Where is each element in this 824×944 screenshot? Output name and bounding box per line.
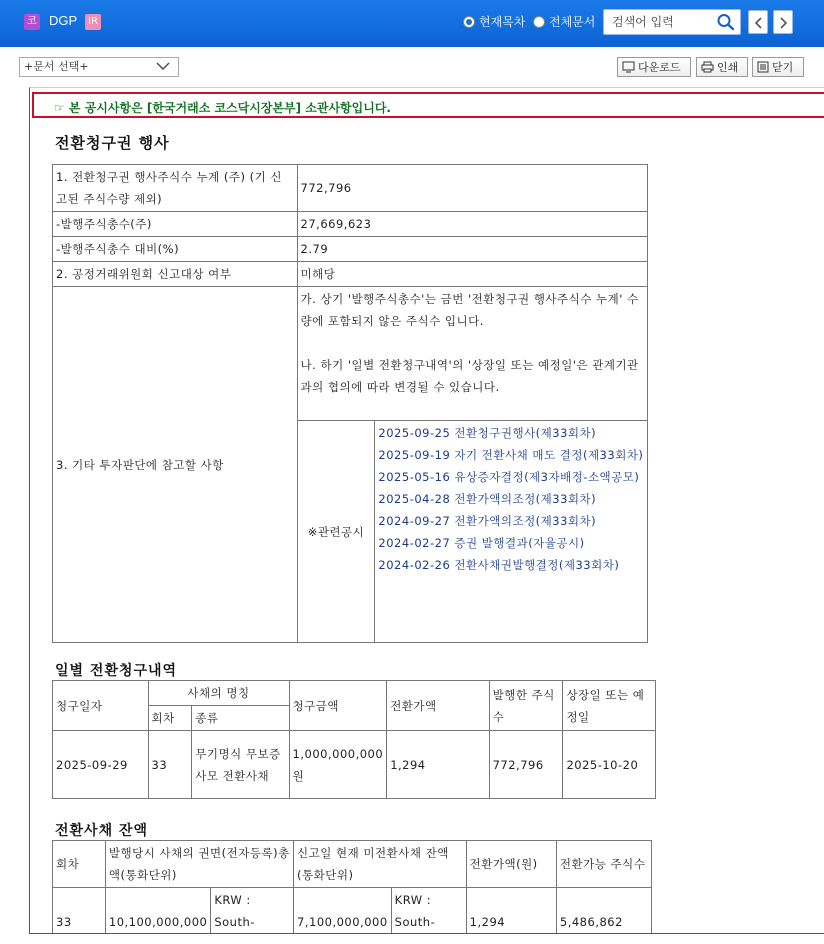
chevron-down-icon	[156, 61, 170, 71]
printer-icon	[701, 61, 714, 73]
daily-claims-table	[52, 680, 656, 799]
download-button[interactable]	[617, 57, 691, 77]
row-value: 2.79	[297, 237, 647, 262]
conversion-table	[52, 164, 648, 643]
col-header-shares: 발행한 주식수	[489, 681, 563, 731]
chevron-right-icon	[779, 17, 788, 29]
related-disclosure-label: ※관련공시	[297, 421, 375, 643]
row-value: 미해당	[297, 262, 647, 287]
cell-remain-currency: KRW : South-	[391, 888, 466, 935]
kosdaq-logo-icon: 코	[24, 14, 40, 30]
table-row	[53, 165, 648, 212]
col-header-price: 전환가액	[387, 681, 489, 731]
spacer	[301, 332, 644, 354]
col-header-face: 발행당시 사채의 권면(전자등록)총액(통화단위)	[105, 841, 293, 888]
row-value: 27,669,623	[297, 212, 647, 237]
col-header-remain: 신고일 현재 미전환사채 잔액 (통화단위)	[294, 841, 467, 888]
search-icon[interactable]	[716, 13, 736, 31]
app-brand: DGP	[49, 13, 78, 28]
related-link[interactable]: 2024-02-26 전환사채권발행결정(제33회차)	[378, 558, 620, 572]
related-link[interactable]: 2024-09-27 전환가액의조정(제33회차)	[378, 514, 597, 528]
search-box	[603, 9, 741, 35]
radio-all-label: 전체문서	[549, 15, 596, 29]
cell-amount: 1,000,000,000원	[289, 731, 387, 799]
download-label: 다운로드	[638, 61, 681, 74]
jurisdiction-notice: ☞ 본 공시사항은 [한국거래소 코스닥시장본부] 소관사항입니다.	[32, 92, 824, 118]
radio-all-docs[interactable]	[533, 13, 595, 30]
cell-face: 10,100,000,000	[105, 888, 210, 935]
radio-selected-icon[interactable]	[463, 16, 475, 28]
table-row	[53, 731, 656, 799]
cell-shares: 5,486,862	[556, 888, 651, 935]
chevron-left-icon	[754, 17, 763, 29]
col-header-kind: 종류	[192, 706, 289, 731]
etc-note-b: 나. 하기 '일별 전환청구내역'의 '상장일 또는 예정일'은 관계기관과의 협의에 따라 변경될 수 있습니다.	[300, 358, 639, 394]
table-row	[53, 237, 648, 262]
table-row	[53, 888, 652, 935]
related-link[interactable]: 2025-09-25 전환청구권행사(제33회차)	[378, 426, 597, 440]
cell-price: 1,294	[387, 731, 489, 799]
col-header-listing: 상장일 또는 예정일	[563, 681, 656, 731]
radio-unselected-icon[interactable]	[533, 16, 545, 28]
document-list-icon	[757, 61, 769, 73]
cell-kind: 무기명식 무보증 사모 전환사채	[192, 731, 289, 799]
section-title-daily: 일별 전환청구내역	[55, 663, 178, 679]
col-header-date: 청구일자	[53, 681, 149, 731]
etc-note-a: 가. 상기 '발행주식총수'는 금번 '전환청구권 행사주식수 누계' 수량에 포함되지 않은 주식수 입니다.	[300, 292, 639, 328]
col-header-amount: 청구금액	[289, 681, 387, 731]
row-label: -발행주식총수(주)	[53, 212, 298, 237]
radio-current-toc[interactable]	[463, 13, 525, 30]
etc-label: 3. 기타 투자판단에 참고할 사항	[53, 287, 298, 643]
table-header-row	[53, 841, 652, 888]
col-header-round: 회차	[53, 841, 106, 888]
section-title-conversion: 전환청구권 행사	[55, 134, 170, 152]
print-label: 인쇄	[717, 61, 739, 74]
document-viewer[interactable]	[29, 87, 824, 934]
cell-listing: 2025-10-20	[563, 731, 656, 799]
cell-shares: 772,796	[489, 731, 563, 799]
table-row	[53, 262, 648, 287]
cell-round: 33	[53, 888, 106, 935]
close-button[interactable]	[752, 57, 804, 77]
document-select-value: +문서 선택+	[24, 60, 89, 73]
cell-price: 1,294	[466, 888, 556, 935]
top-bar	[0, 0, 824, 47]
row-label: 1. 전환청구권 행사주식수 누계 (주) (기 신고된 주식수량 제외)	[53, 165, 298, 212]
related-link[interactable]: 2025-04-28 전환가액의조정(제33회차)	[378, 492, 597, 506]
next-result-button[interactable]	[773, 10, 793, 34]
cell-date: 2025-09-29	[53, 731, 149, 799]
cell-face-currency: KRW : South-	[211, 888, 294, 935]
ir-logo-icon: IR	[85, 14, 101, 30]
table-row	[53, 287, 648, 421]
table-row	[53, 212, 648, 237]
cell-round: 33	[148, 731, 192, 799]
row-label: 2. 공정거래위원회 신고대상 여부	[53, 262, 298, 287]
cell-remain: 7,100,000,000	[294, 888, 392, 935]
row-value: 772,796	[297, 165, 647, 212]
row-label: -발행주식총수 대비(%)	[53, 237, 298, 262]
toolbar	[0, 47, 824, 87]
col-header-bond-name: 사채의 명칭	[148, 681, 289, 706]
section-title-balance: 전환사채 잔액	[55, 823, 149, 839]
etc-notes	[297, 287, 647, 421]
col-header-price: 전환가액(원)	[466, 841, 556, 888]
prev-result-button[interactable]	[748, 10, 768, 34]
search-input[interactable]	[604, 10, 712, 34]
col-header-round: 회차	[148, 706, 192, 731]
bond-balance-table	[52, 840, 652, 934]
col-header-shares: 전환가능 주식수	[556, 841, 651, 888]
document-select[interactable]	[19, 57, 179, 77]
related-link[interactable]: 2025-09-19 자기 전환사채 매도 결정(제33회차)	[378, 448, 644, 462]
related-link[interactable]: 2024-02-27 증권 발행결과(자율공시)	[378, 536, 585, 550]
table-header-row	[53, 681, 656, 706]
print-button[interactable]	[696, 57, 748, 77]
close-label: 닫기	[772, 61, 794, 74]
monitor-icon	[622, 61, 635, 73]
related-link[interactable]: 2025-05-16 유상증자결정(제3자배정-소액공모)	[378, 470, 640, 484]
related-disclosure-list	[375, 421, 648, 643]
radio-current-label: 현재목차	[479, 15, 526, 29]
